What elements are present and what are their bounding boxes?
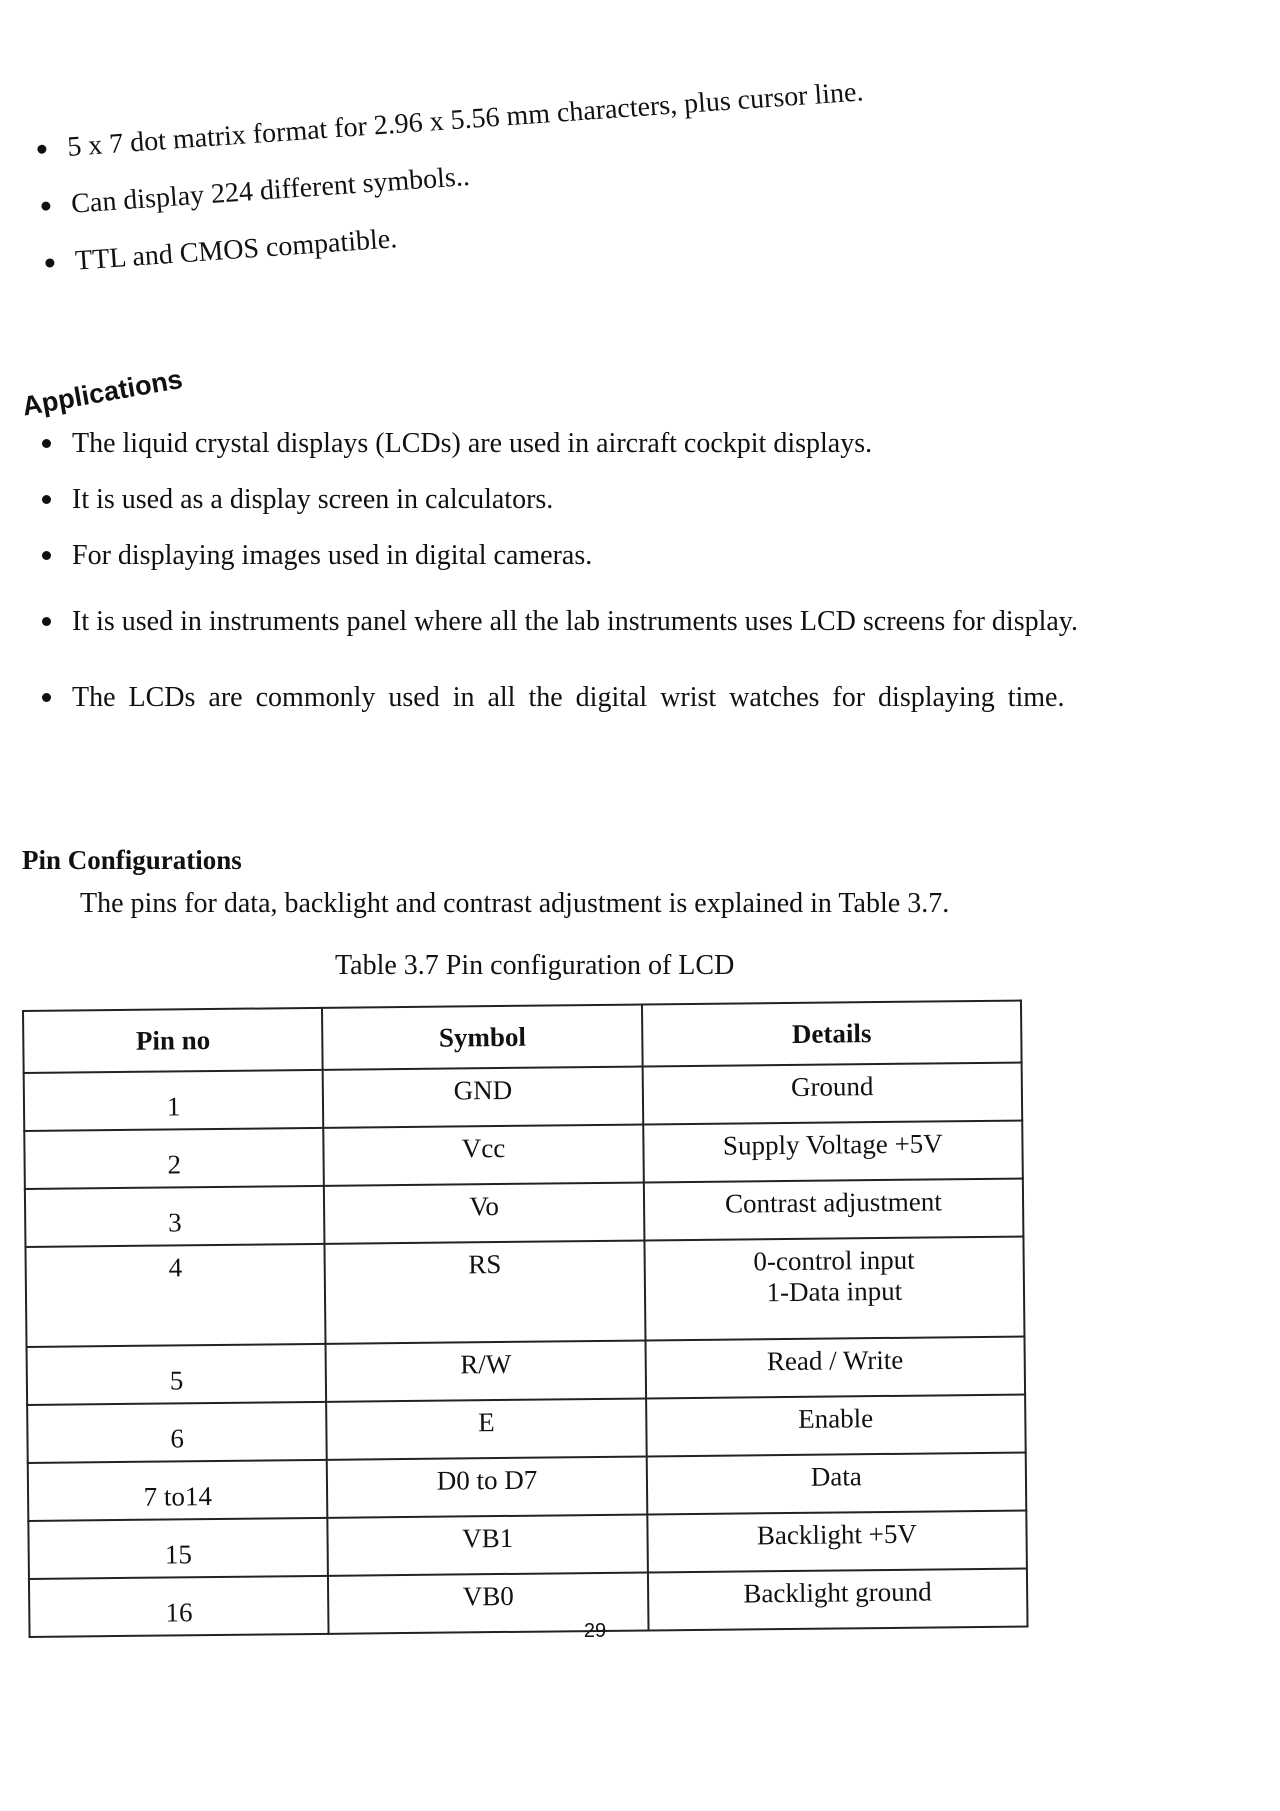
feature-item: 5 x 7 dot matrix format for 2.96 x 5.56 mm characters, plus cursor line. xyxy=(66,58,1066,168)
bullet-icon xyxy=(42,617,51,626)
application-item: The LCDs are commonly used in all the digital wrist watches for displaying time. xyxy=(72,668,1102,728)
symbol-cell: E xyxy=(327,1398,647,1459)
pin-cell: 2 xyxy=(24,1128,324,1189)
table-header-row xyxy=(23,1001,1022,1073)
symbol-cell: Vo xyxy=(324,1183,644,1244)
pin-cell: 7 to14 xyxy=(28,1460,328,1521)
application-item: It is used as a display screen in calculators. xyxy=(72,480,1102,520)
symbol-cell: D0 to D7 xyxy=(327,1456,647,1517)
symbol-cell: VB1 xyxy=(328,1514,648,1575)
bullet-icon xyxy=(42,439,51,448)
bullet-icon xyxy=(42,495,51,504)
pin-cell: 4 xyxy=(25,1244,325,1347)
bullet-icon xyxy=(42,551,51,560)
symbol-cell: GND xyxy=(323,1067,643,1128)
page-number: 29 xyxy=(583,1620,607,1642)
bullet-icon xyxy=(37,144,47,154)
column-header-details: Details xyxy=(642,1001,1022,1067)
bullet-icon xyxy=(42,693,51,702)
details-cell: Enable xyxy=(646,1395,1026,1457)
symbol-cell: Vcc xyxy=(324,1125,644,1186)
details-cell: Contrast adjustment xyxy=(644,1179,1024,1241)
column-header-symbol: Symbol xyxy=(322,1005,642,1070)
symbol-cell: RS xyxy=(325,1240,645,1343)
table-row xyxy=(28,1511,1027,1579)
pin-cell: 5 xyxy=(27,1344,327,1405)
table-row xyxy=(28,1453,1027,1521)
pin-configuration-table xyxy=(22,1000,1029,1638)
table-row xyxy=(24,1121,1023,1189)
application-item: It is used in instruments panel where all the lab instruments uses LCD screens for display. xyxy=(72,592,1102,652)
pin-cell: 15 xyxy=(28,1518,328,1579)
symbol-cell: VB0 xyxy=(328,1572,648,1633)
table-row xyxy=(27,1395,1026,1463)
table-caption: Table 3.7 Pin configuration of LCD xyxy=(335,950,735,981)
applications-heading: Applications xyxy=(20,363,185,422)
pin-cell: 16 xyxy=(29,1576,329,1637)
table-row xyxy=(25,1237,1024,1347)
pin-cell: 3 xyxy=(25,1186,325,1247)
application-item: The liquid crystal displays (LCDs) are used in aircraft cockpit displays. xyxy=(72,424,1102,464)
details-cell: 0-control input 1-Data input xyxy=(644,1237,1024,1341)
feature-list xyxy=(66,58,1075,298)
pin-config-intro: The pins for data, backlight and contrast adjustment is explained in Table 3.7. xyxy=(80,888,950,919)
applications-list xyxy=(72,424,1102,744)
pin-cell: 1 xyxy=(24,1070,324,1131)
table-row xyxy=(27,1337,1026,1405)
bullet-icon xyxy=(45,258,55,268)
details-cell: Backlight ground xyxy=(648,1569,1028,1631)
details-cell: Ground xyxy=(642,1063,1022,1125)
pin-config-heading: Pin Configurations xyxy=(22,845,242,875)
application-item: For displaying images used in digital cameras. xyxy=(72,536,1102,576)
details-cell: Read / Write xyxy=(645,1337,1025,1399)
table-row xyxy=(24,1063,1023,1131)
column-header-pin: Pin no xyxy=(23,1008,323,1073)
details-cell: Data xyxy=(646,1453,1026,1515)
feature-item: TTL and CMOS compatible. xyxy=(74,172,1074,282)
feature-item: Can display 224 different symbols.. xyxy=(70,115,1070,225)
details-cell: Supply Voltage +5V xyxy=(643,1121,1023,1183)
table-row xyxy=(25,1179,1024,1247)
symbol-cell: R/W xyxy=(326,1340,646,1401)
details-cell: Backlight +5V xyxy=(647,1511,1027,1573)
pin-cell: 6 xyxy=(27,1402,327,1463)
bullet-icon xyxy=(41,201,51,211)
